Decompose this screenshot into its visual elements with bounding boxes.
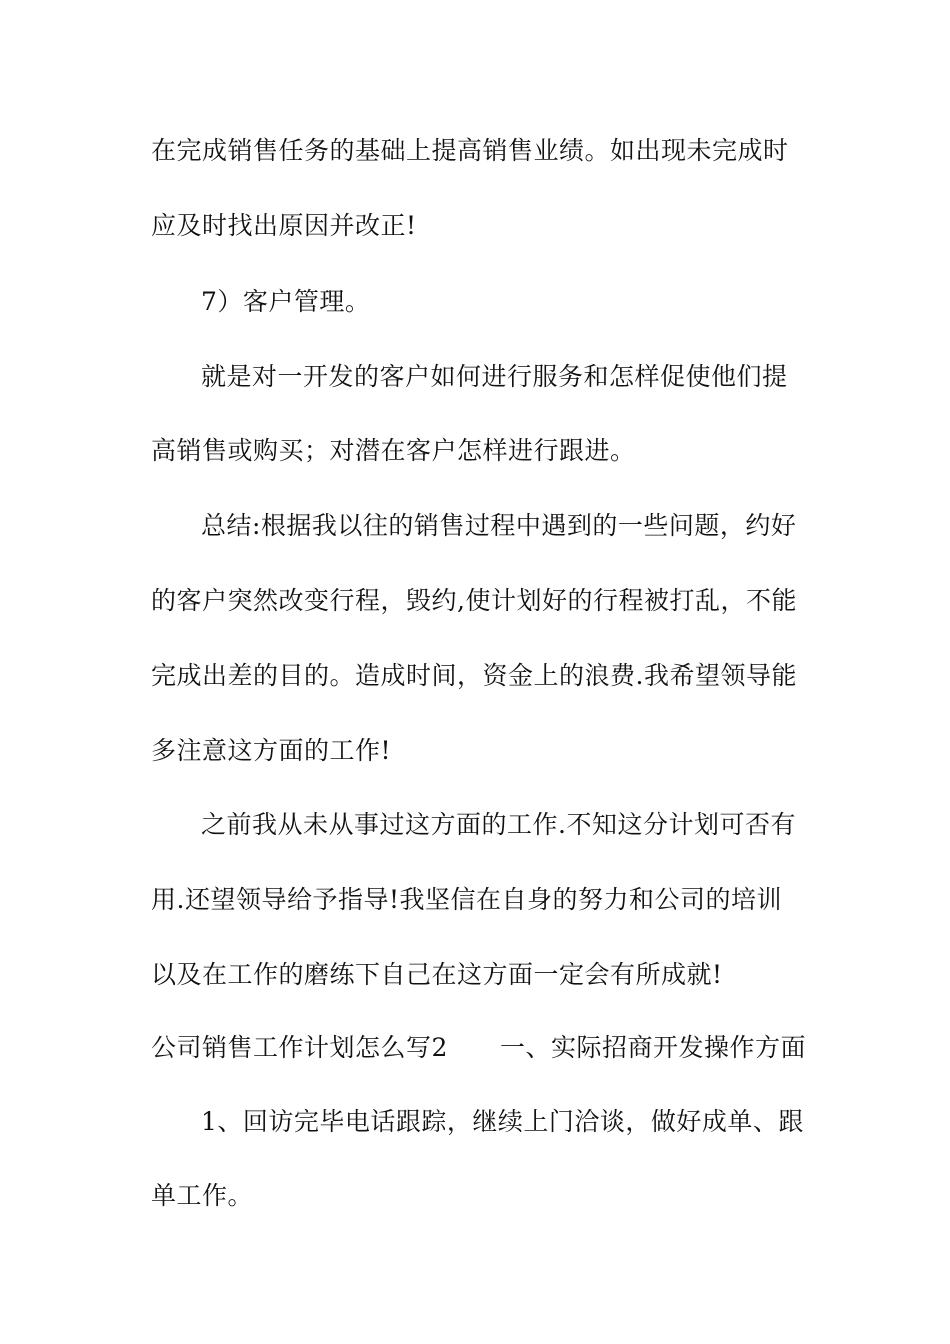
text-line-6: 总结:根据我以往的销售过程中遇到的一些问题，约好 <box>201 511 797 540</box>
text-line-7: 的客户突然改变行程，毁约,使计划好的行程被打乱，不能 <box>151 586 797 615</box>
text-line-14: 单工作。 <box>151 1181 254 1210</box>
text-line-2: 应及时找出原因并改正! <box>151 211 417 240</box>
text-line-11: 用.还望领导给予指导!我坚信在自身的努力和公司的培训 <box>151 885 782 914</box>
text-line-3: 7）客户管理。 <box>201 287 371 316</box>
text-line-12: 以及在工作的磨练下自己在这方面一定会有所成就! <box>151 960 723 989</box>
text-line-8: 完成出差的目的。造成时间，资金上的浪费.我希望领导能 <box>151 661 797 690</box>
text-line-10: 之前我从未从事过这方面的工作.不知这分计划可否有 <box>201 810 796 839</box>
heading-section: 一、实际招商开发操作方面 <box>500 1033 807 1062</box>
text-line-1: 在完成销售任务的基础上提高销售业绩。如出现未完成时 <box>151 136 789 165</box>
text-line-13: 1、回访完毕电话跟踪，继续上门洽谈，做好成单、跟 <box>201 1107 804 1136</box>
text-line-5: 高销售或购买；对潜在客户怎样进行跟进。 <box>151 436 636 465</box>
heading-title: 公司销售工作计划怎么写2 <box>151 1033 448 1062</box>
text-line-9: 多注意这方面的工作! <box>151 736 392 765</box>
text-line-4: 就是对一开发的客户如何进行服务和怎样促使他们提 <box>201 362 788 391</box>
